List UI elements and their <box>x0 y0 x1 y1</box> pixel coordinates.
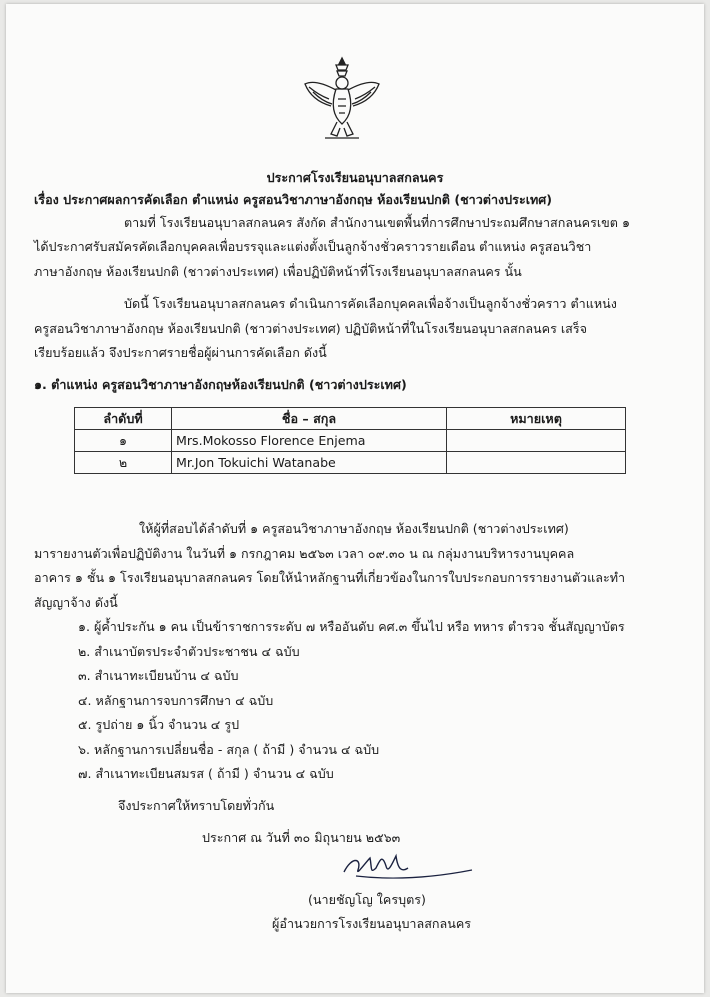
row-name: Mrs.Mokosso Florence Enjema <box>172 430 447 452</box>
paragraph-line: อาคาร ๑ ชั้น ๑ โรงเรียนอนุบาลสกลนคร โดยให้นำหลักฐานที่เกี่ยวข้องในการใบประกอบการรายงานตัวและทำ <box>34 570 626 585</box>
row-remark <box>447 452 626 474</box>
header-order: ลำดับที่ <box>75 408 172 430</box>
date-line: ประกาศ ณ วันที่ ๓๐ มิถุนายน ๒๕๖๓ <box>202 830 401 845</box>
paragraph-line: มารายงานตัวเพื่อปฏิบัติงาน ในวันที่ ๑ กรกฎาคม ๒๕๖๓ เวลา ๐๙.๓๐ น ณ กลุ่มงานบริหารงานบุคคล <box>34 546 575 561</box>
requirement-item: ๗. สำเนาทะเบียนสมรส ( ถ้ามี ) จำนวน ๔ ฉบับ <box>78 766 334 781</box>
paragraph-line: ได้ประกาศรับสมัครคัดเลือกบุคคลเพื่อบรรจุและแต่งตั้งเป็นลูกจ้างชั่วคราวรายเดือน ตำแหน่ง ครูสอนวิชา <box>34 239 592 254</box>
closing-line: จึงประกาศให้ทราบโดยทั่วกัน <box>118 798 275 813</box>
handwritten-signature <box>336 846 476 886</box>
requirement-item: ๖. หลักฐานการเปลี่ยนชื่อ - สกุล ( ถ้ามี ) จำนวน ๔ ฉบับ <box>78 742 380 757</box>
signatory-position: ผู้อำนวยการโรงเรียนอนุบาลสกลนคร <box>272 916 472 931</box>
paragraph-line: ให้ผู้ที่สอบได้ลำดับที่ ๑ ครูสอนวิชาภาษาอังกฤษ ห้องเรียนปกติ (ชาวต่างประเทศ) <box>139 521 569 536</box>
signatory-name: (นายชัญโญ ใครบุตร) <box>308 892 426 907</box>
paragraph-line: ตามที่ โรงเรียนอนุบาลสกลนคร สังกัด สำนักงานเขตพื้นที่การศึกษาประถมศึกษาสกลนครเขต ๑ <box>124 215 630 230</box>
header-name: ชื่อ – สกุล <box>172 408 447 430</box>
document-page <box>6 4 704 993</box>
table-header-row <box>75 408 626 430</box>
selection-results-table <box>74 407 626 474</box>
section-heading: ๑. ตำแหน่ง ครูสอนวิชาภาษาอังกฤษห้องเรียนปกติ (ชาวต่างประเทศ) <box>34 377 407 392</box>
row-order: ๑ <box>75 430 172 452</box>
row-name: Mr.Jon Tokuichi Watanabe <box>172 452 447 474</box>
paragraph-line: บัดนี้ โรงเรียนอนุบาลสกลนคร ดำเนินการคัดเลือกบุคคลเพื่อจ้างเป็นลูกจ้างชั่วคราว ตำแหน่ง <box>124 296 617 311</box>
row-remark <box>447 430 626 452</box>
garuda-emblem <box>301 54 383 142</box>
announcement-subject: เรื่อง ประกาศผลการคัดเลือก ตำแหน่ง ครูสอนวิชาภาษาอังกฤษ ห้องเรียนปกติ (ชาวต่างประเทศ) <box>34 192 553 207</box>
paragraph-line: สัญญาจ้าง ดังนี้ <box>34 595 118 610</box>
table-row <box>75 452 626 474</box>
row-order: ๒ <box>75 452 172 474</box>
paragraph-line: ครูสอนวิชาภาษาอังกฤษ ห้องเรียนปกติ (ชาวต่างประเทศ) ปฏิบัติหน้าที่ในโรงเรียนอนุบาลสกลนคร เสร็จ <box>34 321 587 336</box>
announcement-title: ประกาศโรงเรียนอนุบาลสกลนคร <box>266 170 444 185</box>
header-remark: หมายเหตุ <box>447 408 626 430</box>
table-row <box>75 430 626 452</box>
requirement-item: ๑. ผู้ค้ำประกัน ๑ คน เป็นข้าราชการระดับ ๗ หรืออันดับ คศ.๓ ขึ้นไป หรือ ทหาร ตำรวจ ชั้นสัญญาบัตร <box>78 619 625 634</box>
requirement-item: ๔. หลักฐานการจบการศึกษา ๔ ฉบับ <box>78 693 274 708</box>
paragraph-line: เรียบร้อยแล้ว จึงประกาศรายชื่อผู้ผ่านการคัดเลือก ดังนี้ <box>34 345 327 360</box>
paragraph-line: ภาษาอังกฤษ ห้องเรียนปกติ (ชาวต่างประเทศ) เพื่อปฏิบัติหน้าที่โรงเรียนอนุบาลสกลนคร นั้น <box>34 264 522 279</box>
requirement-item: ๕. รูปถ่าย ๑ นิ้ว จำนวน ๔ รูป <box>78 717 240 732</box>
requirement-item: ๒. สำเนาบัตรประจำตัวประชาชน ๔ ฉบับ <box>78 644 300 659</box>
requirement-item: ๓. สำเนาทะเบียนบ้าน ๔ ฉบับ <box>78 668 239 683</box>
